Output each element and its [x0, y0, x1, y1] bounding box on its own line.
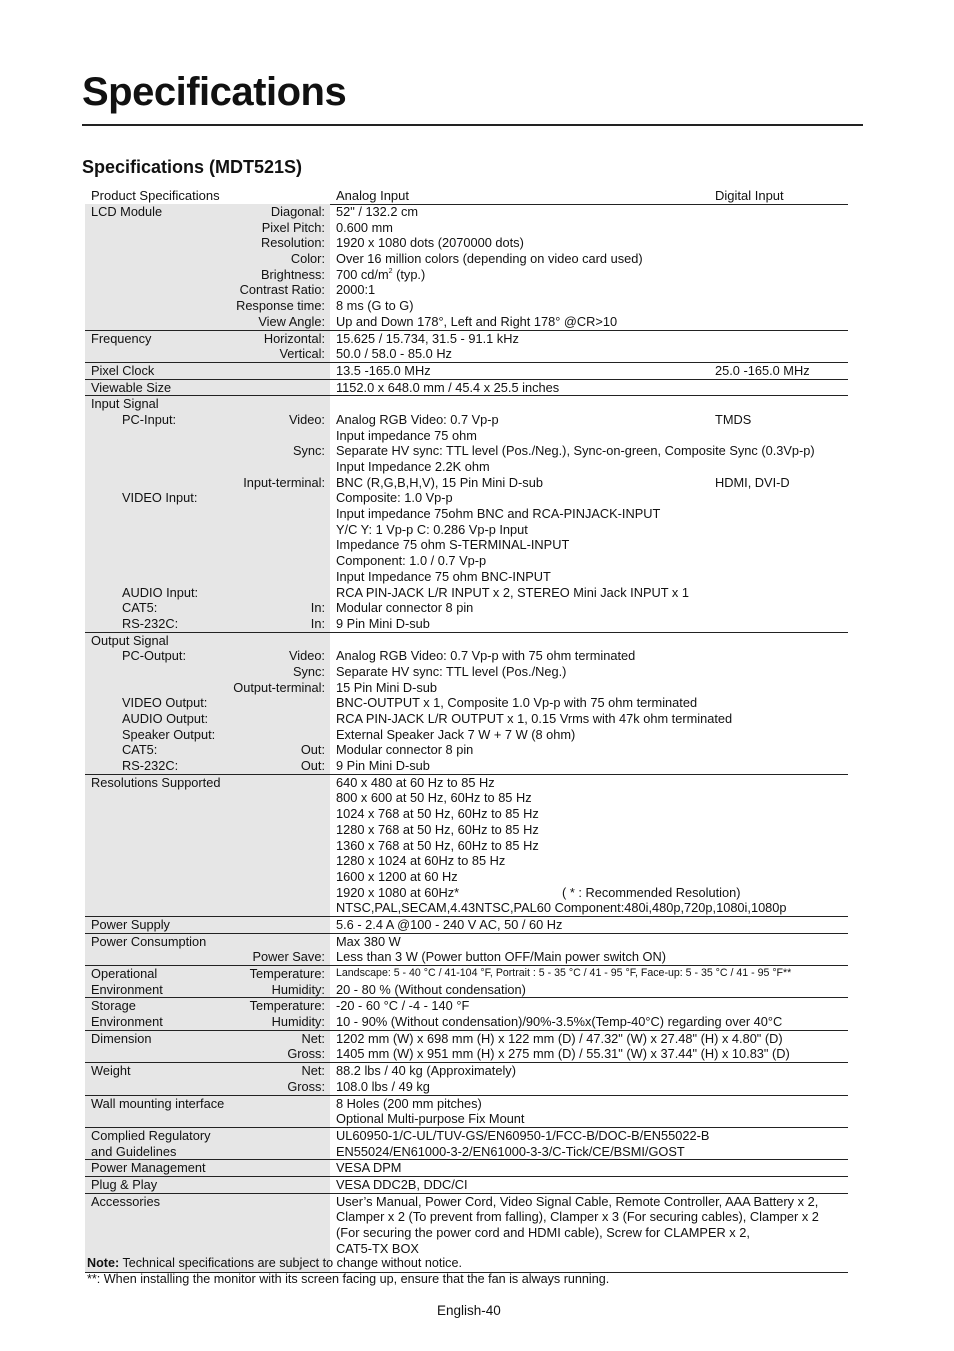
spec-sublabel: Color: [290, 251, 325, 267]
spec-row [85, 331, 848, 347]
spec-group [85, 1096, 848, 1128]
analog-value: 640 x 480 at 60 Hz to 85 Hz [336, 774, 495, 790]
spec-label: LCD Module [91, 204, 163, 219]
spec-sublabel: In: [310, 600, 325, 616]
page-number: English-40 [437, 1303, 501, 1318]
spec-sublabel: Response time: [236, 298, 325, 314]
spec-row [85, 298, 848, 314]
spec-label: RS-232C: [122, 615, 179, 631]
spec-sublabel: Resolution: [260, 235, 325, 251]
spec-row [85, 1096, 848, 1112]
spec-group [85, 775, 848, 917]
spec-row [85, 412, 848, 428]
analog-value: NTSC,PAL,SECAM,4.43NTSC,PAL60 Component:480i,480p,720p,1080i,1080p [336, 900, 787, 916]
spec-row [85, 853, 848, 869]
spec-sublabel: Output-terminal: [233, 679, 325, 695]
spec-row [85, 934, 848, 950]
spec-group [85, 1160, 848, 1177]
analog-value: User’s Manual, Power Cord, Video Signal Cable, Remote Controller, AAA Battery x 2, [336, 1193, 819, 1209]
spec-label: Weight [91, 1063, 131, 1079]
spec-row [85, 428, 848, 444]
spec-group [85, 917, 848, 934]
analog-value: Modular connector 8 pin [336, 600, 474, 616]
analog-value: 9 Pin Mini D-sub [336, 758, 430, 774]
spec-sublabel: Out: [300, 758, 325, 774]
spec-row [85, 1194, 848, 1210]
spec-sublabel: Gross: [287, 1046, 325, 1062]
spec-row [85, 282, 848, 298]
fan-note: **: When installing the monitor with its screen facing up, ensure that the fan is always running. [87, 1271, 610, 1286]
spec-label: Power Management [91, 1160, 206, 1176]
header-product-specs: Product Specifications [91, 188, 220, 203]
header-digital-input: Digital Input [715, 188, 784, 203]
analog-value: Input Impedance 2.2K ohm [336, 459, 490, 474]
spec-label: Complied Regulatory [91, 1127, 211, 1143]
spec-row [85, 204, 848, 220]
analog-value: 1920 x 1080 at 60Hz* [336, 884, 460, 900]
spec-row [85, 1063, 848, 1079]
spec-row [85, 235, 848, 251]
spec-label: Viewable Size [91, 379, 172, 395]
spec-row [85, 758, 848, 774]
digital-value: TMDS [715, 411, 752, 427]
spec-group [85, 1031, 848, 1063]
spec-row [85, 616, 848, 632]
analog-value: RCA PIN-JACK L/R OUTPUT x 1, 0.15 Vrms with 47k ohm terminated [336, 711, 733, 726]
spec-label: Resolutions Supported [91, 774, 221, 790]
spec-row [85, 822, 848, 838]
analog-value: -20 - 60 °C / -4 - 140 °F [336, 998, 470, 1014]
analog-value: 15 Pin Mini D-sub [336, 679, 437, 695]
spec-label: VIDEO Input: [122, 490, 198, 506]
title-divider [82, 124, 863, 126]
spec-row [85, 380, 848, 396]
note-label: Note: [87, 1256, 120, 1270]
spec-row [85, 885, 848, 901]
spec-sublabel: Humidity: [271, 981, 325, 997]
spec-row [85, 695, 848, 711]
spec-sublabel: View Angle: [258, 313, 325, 329]
spec-label: Pixel Clock [91, 362, 155, 378]
analog-value: Separate HV sync: TTL level (Pos./Neg.) [336, 663, 567, 679]
spec-row [85, 1241, 848, 1257]
spec-row [85, 633, 848, 649]
spec-row [85, 1177, 848, 1193]
spec-sublabel: Temperature: [249, 966, 325, 981]
analog-value: 50.0 / 58.0 - 85.0 Hz [336, 346, 452, 362]
spec-sublabel: Video: [288, 648, 325, 664]
spec-group [85, 396, 848, 632]
spec-table [85, 204, 848, 1273]
spec-label: Dimension [91, 1030, 152, 1046]
spec-label: Output Signal [91, 632, 169, 648]
analog-value: 52" / 132.2 cm [336, 204, 419, 219]
notes [87, 1256, 609, 1287]
section-heading: Specifications (MDT521S) [82, 157, 303, 177]
analog-value: Modular connector 8 pin [336, 742, 474, 758]
spec-row [85, 553, 848, 569]
analog-value: 1152.0 x 648.0 mm / 45.4 x 25.5 inches [336, 379, 560, 395]
analog-value: 5.6 - 2.4 A @100 - 240 V AC, 50 / 60 Hz [336, 916, 563, 932]
spec-row [85, 220, 848, 236]
analog-value: 2000:1 [336, 282, 376, 298]
spec-row [85, 917, 848, 933]
spec-sublabel: Power Save: [252, 949, 325, 965]
spec-label: VIDEO Output: [122, 695, 208, 711]
analog-value: Over 16 million colors (depending on video card used) [336, 251, 643, 267]
spec-label: AUDIO Input: [122, 584, 199, 600]
analog-value: Separate HV sync: TTL level (Pos./Neg.), Sync-on-green, Composite Sync (0.3Vp-p) [336, 443, 815, 459]
analog-value: 10 - 90% (Without condensation)/90%-3.5%x(Temp-40°C) regarding over 40°C [336, 1014, 783, 1030]
spec-sublabel: Vertical: [279, 346, 325, 362]
spec-row [85, 648, 848, 664]
spec-row [85, 1209, 848, 1225]
spec-row [85, 475, 848, 491]
spec-label: Plug & Play [91, 1176, 158, 1192]
spec-row [85, 346, 848, 362]
spec-table-header [85, 188, 848, 205]
spec-row [85, 1144, 848, 1160]
analog-value: 1202 mm (W) x 698 mm (H) x 122 mm (D) / 47.32" (W) x 27.48" (H) x 4.80" (D) [336, 1030, 783, 1046]
spec-row [85, 982, 848, 998]
analog-value: 108.0 lbs / 49 kg [336, 1078, 430, 1094]
analog-value: Composite: 1.0 Vp-p [336, 490, 453, 506]
page-title: Specifications [82, 70, 347, 114]
note-text: Technical specifications are subject to change without notice. [119, 1256, 462, 1270]
analog-value: VESA DDC2B, DDC/CI [336, 1176, 468, 1192]
analog-value: Max 380 W [336, 933, 401, 949]
analog-value: Clamper x 2 (To prevent from falling), Clamper x 3 (For securing cables), Clamper x 2 [336, 1209, 819, 1225]
spec-row [85, 727, 848, 743]
spec-label: Environment [91, 981, 163, 997]
spec-label: CAT5: [122, 600, 158, 616]
analog-value: 8 ms (G to G) [336, 298, 414, 314]
spec-label: AUDIO Output: [122, 711, 209, 726]
spec-sublabel: Humidity: [271, 1014, 325, 1030]
analog-value: Landscape: 5 - 40 °C / 41-104 °F, Portrait : 5 - 35 °C / 41 - 95 °F, Face-up: 5 - 35 °C / 41 - 95 °F** [336, 967, 792, 979]
spec-row [85, 522, 848, 538]
spec-sublabel: Contrast Ratio: [239, 282, 325, 298]
spec-group [85, 1063, 848, 1095]
spec-sublabel: Net: [301, 1063, 325, 1079]
analog-value: Input impedance 75ohm BNC and RCA-PINJACK-INPUT [336, 506, 661, 522]
spec-row [85, 569, 848, 585]
analog-value: 88.2 lbs / 40 kg (Approximately) [336, 1063, 516, 1079]
spec-sublabel: Sync: [292, 443, 325, 459]
spec-row [85, 443, 848, 459]
analog-value: Input Impedance 75 ohm BNC-INPUT [336, 568, 551, 584]
spec-group [85, 331, 848, 363]
spec-group [85, 633, 848, 775]
spec-label: Speaker Output: [122, 726, 216, 742]
spec-row [85, 806, 848, 822]
spec-row [85, 585, 848, 601]
spec-row [85, 1160, 848, 1176]
analog-value: 1024 x 768 at 50 Hz, 60Hz to 85 Hz [336, 806, 539, 822]
spec-group [85, 380, 848, 397]
spec-sublabel: Out: [300, 742, 325, 758]
analog-value: Optional Multi-purpose Fix Mount [336, 1111, 525, 1127]
spec-sublabel: Sync: [292, 663, 325, 679]
analog-value: VESA DPM [336, 1160, 402, 1176]
header-analog-input: Analog Input [336, 188, 410, 203]
digital-value: HDMI, DVI-D [715, 474, 790, 490]
spec-group [85, 363, 848, 380]
spec-label: Power Supply [91, 916, 170, 932]
analog-value: Input impedance 75 ohm [336, 427, 477, 443]
spec-remark: ( * : Recommended Resolution) [562, 884, 741, 900]
spec-row [85, 680, 848, 696]
spec-row [85, 966, 848, 982]
analog-value: CAT5-TX BOX [336, 1240, 419, 1256]
spec-row [85, 1128, 848, 1144]
analog-value: 9 Pin Mini D-sub [336, 615, 430, 631]
spec-label: PC-Input: [122, 411, 177, 427]
spec-group [85, 934, 848, 966]
analog-value: Analog RGB Video: 0.7 Vp-p [336, 411, 499, 427]
spec-row [85, 251, 848, 267]
spec-label: and Guidelines [91, 1143, 177, 1159]
spec-group [85, 966, 848, 998]
spec-row [85, 1111, 848, 1127]
spec-row [85, 1225, 848, 1241]
spec-row [85, 267, 848, 283]
spec-label: Power Consumption [91, 933, 207, 949]
analog-value: Up and Down 178°, Left and Right 178° @CR>10 [336, 313, 618, 329]
spec-row [85, 459, 848, 475]
spec-label: Environment [91, 1014, 163, 1030]
spec-sublabel: In: [310, 615, 325, 631]
spec-group [85, 1177, 848, 1194]
analog-value: (For securing the power cord and HDMI cable), Screw for CLAMPER x 2, [336, 1225, 750, 1240]
spec-row [85, 1014, 848, 1030]
analog-value: 1280 x 768 at 50 Hz, 60Hz to 85 Hz [336, 821, 539, 837]
note-line [87, 1256, 609, 1272]
spec-label: Accessories [91, 1193, 160, 1209]
analog-value: External Speaker Jack 7 W + 7 W (8 ohm) [336, 726, 576, 742]
spec-sublabel: Horizontal: [263, 330, 325, 346]
analog-value: 20 - 80 % (Without condensation) [336, 981, 526, 997]
spec-sublabel: Pixel Pitch: [261, 219, 325, 235]
analog-value: 1360 x 768 at 50 Hz, 60Hz to 85 Hz [336, 837, 539, 853]
spec-row [85, 1079, 848, 1095]
analog-value: Analog RGB Video: 0.7 Vp-p with 75 ohm terminated [336, 648, 636, 664]
spec-label: Storage [91, 998, 136, 1014]
analog-value: 0.600 mm [336, 219, 393, 235]
spec-sublabel: Gross: [287, 1078, 325, 1094]
spec-row [85, 900, 848, 916]
spec-row [85, 506, 848, 522]
spec-group [85, 998, 848, 1030]
digital-value: 25.0 -165.0 MHz [715, 362, 810, 378]
analog-value: Impedance 75 ohm S-TERMINAL-INPUT [336, 537, 570, 553]
spec-label: Input Signal [91, 396, 159, 412]
analog-value: 1405 mm (W) x 951 mm (H) x 275 mm (D) / 55.31" (W) x 37.44" (H) x 10.83" (D) [336, 1046, 790, 1062]
analog-value: Less than 3 W (Power button OFF/Main power switch ON) [336, 949, 666, 965]
analog-value: 8 Holes (200 mm pitches) [336, 1095, 482, 1111]
spec-sublabel: Net: [301, 1030, 325, 1046]
spec-sublabel: Brightness: [260, 266, 325, 282]
spec-group [85, 1128, 848, 1160]
spec-label: PC-Output: [122, 648, 187, 664]
analog-value: UL60950-1/C-UL/TUV-GS/EN60950-1/FCC-B/DOC-B/EN55022-B [336, 1127, 710, 1143]
analog-value: 800 x 600 at 50 Hz, 60Hz to 85 Hz [336, 790, 532, 806]
analog-value: 1920 x 1080 dots (2070000 dots) [336, 235, 524, 251]
analog-value: Y/C Y: 1 Vp-p C: 0.286 Vp-p Input [336, 521, 528, 537]
analog-value: EN55024/EN61000-3-2/EN61000-3-3/C-Tick/CE/BSMI/GOST [336, 1143, 685, 1159]
analog-value: BNC-OUTPUT x 1, Composite 1.0 Vp-p with 75 ohm terminated [336, 695, 698, 711]
spec-row [85, 838, 848, 854]
analog-value: Component: 1.0 / 0.7 Vp-p [336, 553, 487, 569]
spec-row [85, 490, 848, 506]
spec-row [85, 775, 848, 791]
spec-row [85, 363, 848, 379]
spec-label: RS-232C: [122, 758, 179, 774]
spec-row [85, 949, 848, 965]
spec-row [85, 711, 848, 727]
spec-sublabel: Diagonal: [270, 204, 325, 219]
spec-group [85, 204, 848, 331]
analog-value: 13.5 -165.0 MHz [336, 362, 431, 378]
spec-row [85, 314, 848, 330]
spec-sublabel: Video: [288, 411, 325, 427]
spec-sublabel: Temperature: [249, 998, 325, 1014]
analog-value: RCA PIN-JACK L/R INPUT x 2, STEREO Mini Jack INPUT x 1 [336, 584, 689, 600]
analog-value: 1600 x 1200 at 60 Hz [336, 868, 458, 884]
analog-value: 15.625 / 15.734, 31.5 - 91.1 kHz [336, 330, 519, 346]
spec-row [85, 537, 848, 553]
spec-row [85, 742, 848, 758]
spec-row [85, 1046, 848, 1062]
spec-row [85, 869, 848, 885]
spec-row [85, 664, 848, 680]
spec-row [85, 790, 848, 806]
spec-label: Frequency [91, 330, 152, 346]
spec-label: CAT5: [122, 742, 158, 758]
analog-value: 700 $cd/m^2$ (typ.) [336, 266, 426, 282]
analog-value: 1280 x 1024 at 60Hz to 85 Hz [336, 853, 506, 869]
spec-row [85, 396, 848, 412]
spec-label: Operational [91, 966, 158, 981]
spec-row [85, 998, 848, 1014]
spec-sublabel: Input-terminal: [243, 474, 325, 490]
spec-label: Wall mounting interface [91, 1095, 225, 1111]
spec-row [85, 1031, 848, 1047]
analog-value: BNC (R,G,B,H,V), 15 Pin Mini D-sub [336, 474, 543, 490]
spec-row [85, 600, 848, 616]
